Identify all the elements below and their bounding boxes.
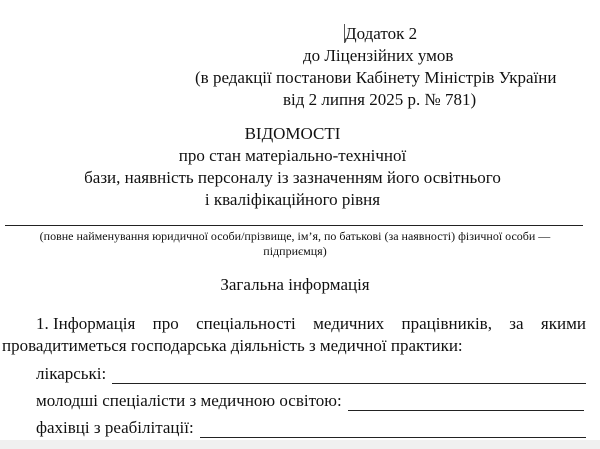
word: якими [540, 314, 586, 333]
appendix-date: від 2 липня 2025 р. № 781) [283, 90, 477, 109]
word: 1. Інформація [36, 314, 136, 333]
appendix-to-conditions: до Ліцензійних умов [303, 46, 454, 65]
entity-name-note-1: (повне найменування юридичної особи/прізвище, ім’я, по батькові (за наявності) фізичної особи — [39, 229, 551, 243]
page-bottom-edge [0, 440, 600, 449]
word: спеціальності [196, 314, 296, 333]
word: медичних [313, 314, 385, 333]
field-rehabilitation-label: фахівці з реабілітації: [36, 418, 194, 437]
field-junior-specialists [36, 391, 584, 411]
field-junior-specialists-label: молодші спеціалісти з медичною освітою: [36, 391, 342, 410]
word: за [509, 314, 524, 333]
title-line-2: бази, наявність персоналу із зазначенням його освітнього [84, 168, 501, 187]
field-rehabilitation-input[interactable] [200, 420, 586, 438]
appendix-label: Додаток 2 [345, 24, 418, 43]
item-1-line-1 [36, 314, 586, 334]
field-doctors [36, 364, 586, 384]
word: працівників, [401, 314, 492, 333]
entity-name-field-line[interactable] [5, 225, 583, 226]
document-title: ВІДОМОСТІ [244, 124, 341, 143]
field-junior-specialists-input[interactable] [348, 393, 584, 411]
field-doctors-input[interactable] [112, 366, 586, 384]
title-line-3: і кваліфікаційного рівня [204, 190, 381, 209]
word: про [152, 314, 179, 333]
title-line-1: про стан матеріально-технічної [178, 146, 407, 165]
item-1-line-2: провадитиметься господарська діяльність з медичної практики: [2, 336, 463, 355]
appendix-edition: (в редакції постанови Кабінету Міністрів України [195, 68, 557, 87]
section-heading: Загальна інформація [220, 275, 370, 294]
entity-name-note-2: підприємця) [263, 244, 327, 258]
field-rehabilitation [36, 418, 586, 438]
field-doctors-label: лікарські: [36, 364, 107, 383]
